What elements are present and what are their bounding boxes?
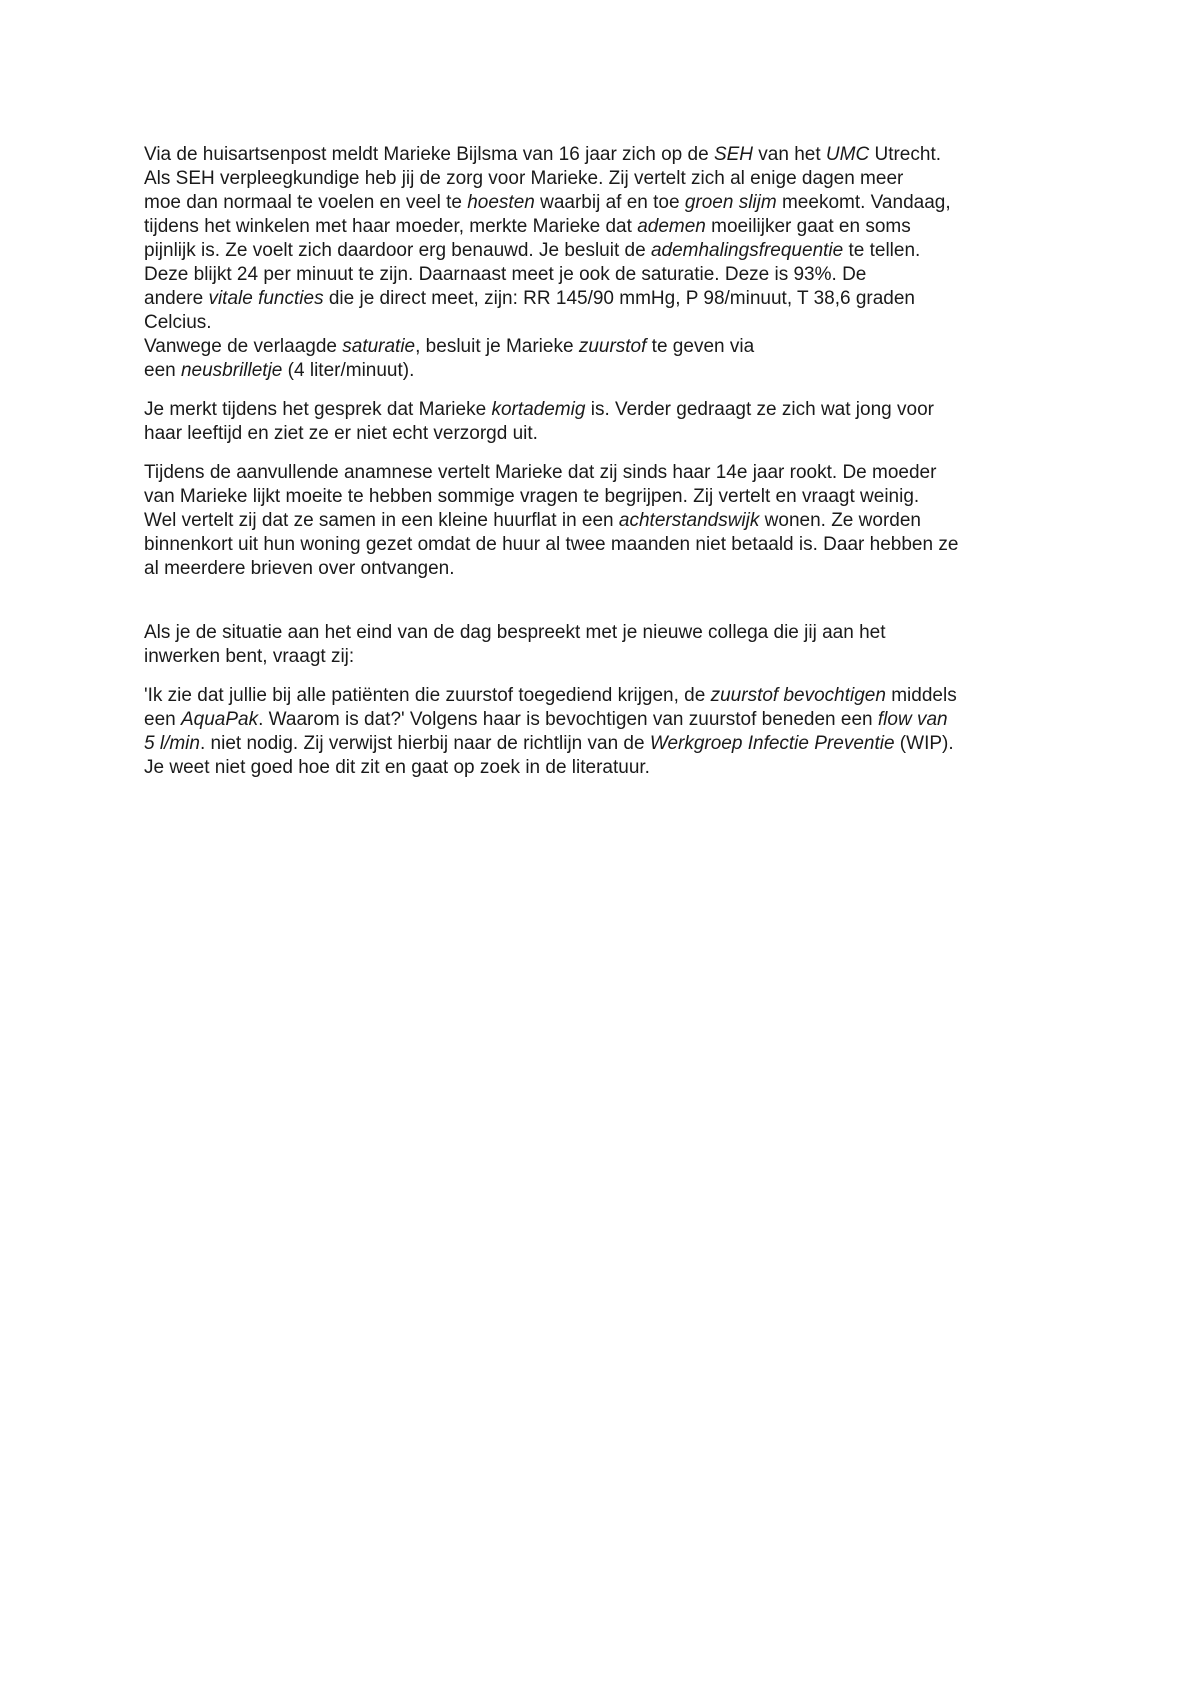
text-run: inwerken bent, vraagt zij: <box>144 646 355 667</box>
text-run: Utrecht. <box>869 144 942 165</box>
text-line <box>144 311 1064 335</box>
text-run: tijdens het winkelen met haar moeder, merkte Marieke dat <box>144 216 638 237</box>
text-run: is. Verder gedraagt ze zich wat jong voor <box>585 399 934 420</box>
paragraph-observation <box>144 398 1064 446</box>
text-line <box>144 557 1064 581</box>
text-line <box>144 422 1064 446</box>
italic-term: vitale functies <box>208 288 324 309</box>
text-run: Deze blijkt 24 per minuut te zijn. Daarnaast meet je ook de saturatie. Deze is 93%. De <box>144 264 867 285</box>
text-line <box>144 756 1064 780</box>
text-line <box>144 359 1064 383</box>
italic-term: ademhalingsfrequentie <box>650 240 844 261</box>
text-run: van het <box>753 144 826 165</box>
text-run: (4 liter/minuut). <box>282 360 415 381</box>
text-run: Je merkt tijdens het gesprek dat Marieke <box>144 399 492 420</box>
text-run: Als SEH verpleegkundige heb jij de zorg voor Marieke. Zij vertelt zich al enige dagen meer <box>144 168 904 189</box>
text-run: Tijdens de aanvullende anamnese vertelt Marieke dat zij sinds haar 14e jaar rookt. De moeder <box>144 462 937 483</box>
italic-term: neusbrilletje <box>180 360 283 381</box>
text-line <box>144 143 1064 167</box>
text-run: 'Ik zie dat jullie bij alle patiënten die zuurstof toegediend krijgen, de <box>144 685 711 706</box>
text-run: al meerdere brieven over ontvangen. <box>144 558 455 579</box>
italic-term: SEH <box>713 144 754 165</box>
text-run: wonen. Ze worden <box>759 510 921 531</box>
text-line <box>144 621 1064 645</box>
text-run: (WIP). <box>894 733 954 754</box>
text-line <box>144 398 1064 422</box>
paragraph-anamnesis <box>144 461 1064 581</box>
italic-term: hoesten <box>467 192 535 213</box>
text-line <box>144 461 1064 485</box>
text-run: Als je de situatie aan het eind van de dag bespreekt met je nieuwe collega die jij aan het <box>144 622 886 643</box>
text-run: Celcius. <box>144 312 212 333</box>
text-run: haar leeftijd en ziet ze er niet echt verzorgd uit. <box>144 423 538 444</box>
text-line <box>144 335 1064 359</box>
italic-term: AquaPak <box>180 709 259 730</box>
text-run: een <box>144 360 181 381</box>
paragraph-spacer <box>144 669 1064 684</box>
text-run: Wel vertelt zij dat ze samen in een kleine huurflat in een <box>144 510 619 531</box>
italic-term: Werkgroep Infectie Preventie <box>649 733 895 754</box>
text-run: waarbij af en toe <box>534 192 685 213</box>
text-run: binnenkort uit hun woning gezet omdat de huur al twee maanden niet betaald is. Daar hebben ze <box>144 534 959 555</box>
text-line <box>144 263 1064 287</box>
italic-term: flow van <box>877 709 948 730</box>
text-line <box>144 533 1064 557</box>
text-run: te geven via <box>646 336 755 357</box>
paragraph-colleague <box>144 621 1064 669</box>
text-run: te tellen. <box>843 240 921 261</box>
italic-term: zuurstof bevochtigen <box>710 685 886 706</box>
text-run: Via de huisartsenpost meldt Marieke Bijlsma van 16 jaar zich op de <box>144 144 714 165</box>
text-run: van Marieke lijkt moeite te hebben sommige vragen te begrijpen. Zij vertelt en vraagt weinig. <box>144 486 920 507</box>
italic-term: zuurstof <box>578 336 647 357</box>
text-run: middels <box>885 685 957 706</box>
text-line <box>144 167 1064 191</box>
italic-term: ademen <box>637 216 706 237</box>
text-run: Je weet niet goed hoe dit zit en gaat op zoek in de literatuur. <box>144 757 650 778</box>
text-line <box>144 191 1064 215</box>
text-run: . Waarom is dat?' Volgens haar is bevochtigen van zuurstof beneden een <box>258 709 878 730</box>
text-run: , besluit je Marieke <box>415 336 579 357</box>
text-run: moeilijker gaat en soms <box>705 216 911 237</box>
text-line <box>144 684 1064 708</box>
text-run: die je direct meet, zijn: RR 145/90 mmHg, P 98/minuut, T 38,6 graden <box>323 288 915 309</box>
text-line <box>144 239 1064 263</box>
text-run: moe dan normaal te voelen en veel te <box>144 192 468 213</box>
italic-term: kortademig <box>491 399 586 420</box>
italic-term: UMC <box>825 144 870 165</box>
text-line <box>144 287 1064 311</box>
paragraph-spacer <box>144 383 1064 398</box>
text-run: Vanwege de verlaagde <box>144 336 343 357</box>
italic-term: 5 l/min <box>144 733 200 754</box>
text-run: andere <box>144 288 209 309</box>
paragraph-spacer <box>144 446 1064 461</box>
paragraph-spacer <box>144 581 1064 621</box>
italic-term: achterstandswijk <box>618 510 760 531</box>
text-line <box>144 708 1064 732</box>
italic-term: saturatie <box>342 336 416 357</box>
text-run: een <box>144 709 181 730</box>
text-line <box>144 485 1064 509</box>
text-run: . niet nodig. Zij verwijst hierbij naar de richtlijn van de <box>199 733 650 754</box>
text-line <box>144 645 1064 669</box>
paragraph-question <box>144 684 1064 780</box>
text-run: pijnlijk is. Ze voelt zich daardoor erg benauwd. Je besluit de <box>144 240 651 261</box>
paragraph-intro <box>144 143 1064 383</box>
text-run: meekomt. Vandaag, <box>776 192 951 213</box>
document-body <box>144 143 1064 780</box>
text-line <box>144 732 1064 756</box>
italic-term: groen slijm <box>684 192 777 213</box>
text-line <box>144 215 1064 239</box>
text-line <box>144 509 1064 533</box>
